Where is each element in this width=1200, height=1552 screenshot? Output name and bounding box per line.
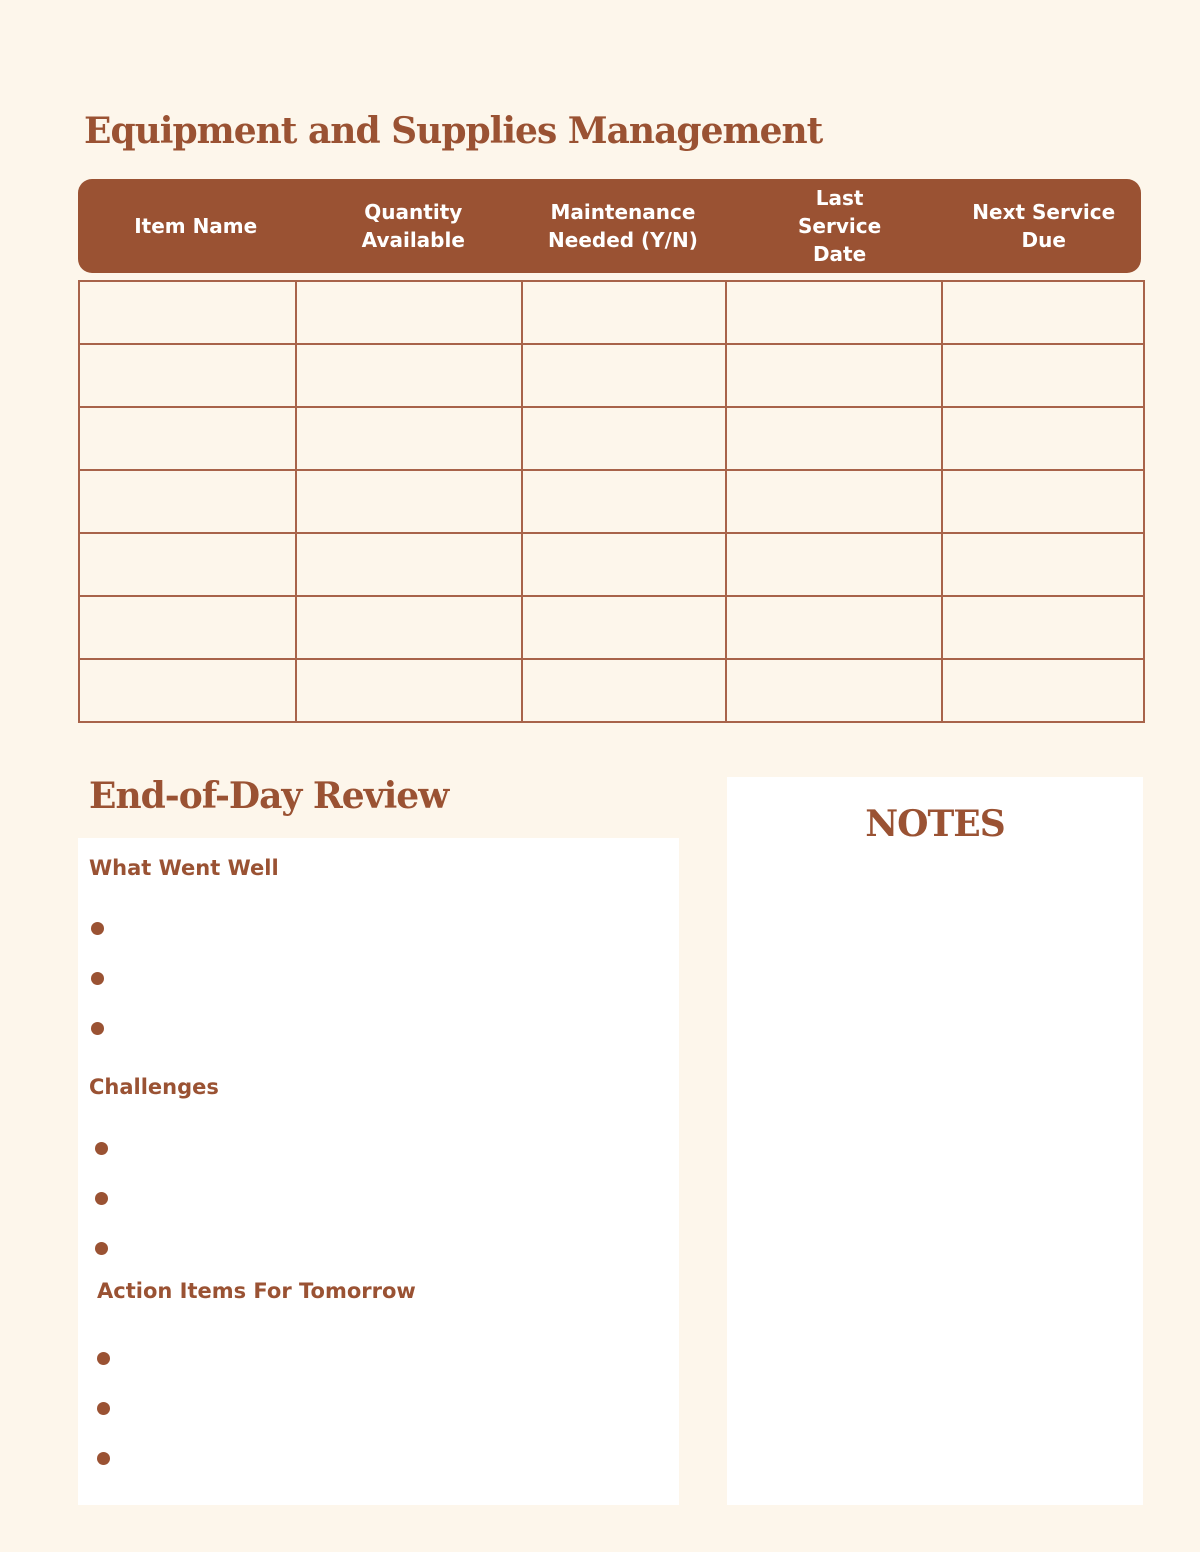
section-action-items: Action Items For Tomorrow xyxy=(97,1279,416,1303)
header-last-service: Last Service Date xyxy=(798,186,882,266)
table-row xyxy=(79,470,1144,533)
table-cell[interactable] xyxy=(726,344,943,407)
section-what-went-well: What Went Well xyxy=(89,856,279,880)
header-quantity: Quantity Available xyxy=(361,200,465,252)
equipment-table xyxy=(78,280,1145,723)
bullet-icon xyxy=(91,922,104,935)
review-panel xyxy=(78,838,679,1505)
table-cell[interactable] xyxy=(942,533,1144,596)
table-cell[interactable] xyxy=(296,659,523,722)
table-cell[interactable] xyxy=(942,407,1144,470)
table-cell[interactable] xyxy=(296,407,523,470)
table-row xyxy=(79,281,1144,344)
table-header xyxy=(78,179,1141,273)
table-cell[interactable] xyxy=(522,344,726,407)
table-cell[interactable] xyxy=(726,659,943,722)
table-cell[interactable] xyxy=(79,533,296,596)
table-row xyxy=(79,596,1144,659)
table-cell[interactable] xyxy=(79,281,296,344)
bullet-icon xyxy=(95,1192,108,1205)
bullet-icon xyxy=(91,1022,104,1035)
table-cell[interactable] xyxy=(726,281,943,344)
table-cell[interactable] xyxy=(726,407,943,470)
table-cell[interactable] xyxy=(522,533,726,596)
table-cell[interactable] xyxy=(942,281,1144,344)
review-title: End-of-Day Review xyxy=(89,775,449,817)
table-cell[interactable] xyxy=(942,596,1144,659)
bullet-icon xyxy=(97,1452,110,1465)
bullet-icon xyxy=(95,1142,108,1155)
table-cell[interactable] xyxy=(296,470,523,533)
table-cell[interactable] xyxy=(296,281,523,344)
table-cell[interactable] xyxy=(942,659,1144,722)
table-cell[interactable] xyxy=(296,533,523,596)
bullet-icon xyxy=(97,1402,110,1415)
bullet-icon xyxy=(97,1352,110,1365)
table-cell[interactable] xyxy=(522,281,726,344)
header-item-name: Item Name xyxy=(134,214,258,238)
table-cell[interactable] xyxy=(296,344,523,407)
table-cell[interactable] xyxy=(726,533,943,596)
header-next-service: Next Service Due xyxy=(972,200,1116,252)
bullet-icon xyxy=(91,972,104,985)
table-cell[interactable] xyxy=(942,344,1144,407)
table-cell[interactable] xyxy=(79,407,296,470)
table-cell[interactable] xyxy=(726,596,943,659)
table-cell[interactable] xyxy=(726,470,943,533)
bullet-icon xyxy=(95,1242,108,1255)
table-row xyxy=(79,344,1144,407)
notes-panel xyxy=(727,777,1143,1505)
section-challenges: Challenges xyxy=(89,1075,219,1099)
notes-title: NOTES xyxy=(865,803,1005,845)
page-title: Equipment and Supplies Management xyxy=(84,110,823,152)
table-cell[interactable] xyxy=(522,407,726,470)
table-cell[interactable] xyxy=(79,344,296,407)
table-cell[interactable] xyxy=(942,470,1144,533)
table-cell[interactable] xyxy=(296,596,523,659)
table-cell[interactable] xyxy=(522,470,726,533)
table-cell[interactable] xyxy=(79,596,296,659)
table-cell[interactable] xyxy=(522,659,726,722)
table-cell[interactable] xyxy=(79,659,296,722)
table-row xyxy=(79,533,1144,596)
table-cell[interactable] xyxy=(522,596,726,659)
table-cell[interactable] xyxy=(79,470,296,533)
table-row xyxy=(79,407,1144,470)
header-maintenance: Maintenance Needed (Y/N) xyxy=(548,200,698,252)
table-row xyxy=(79,659,1144,722)
